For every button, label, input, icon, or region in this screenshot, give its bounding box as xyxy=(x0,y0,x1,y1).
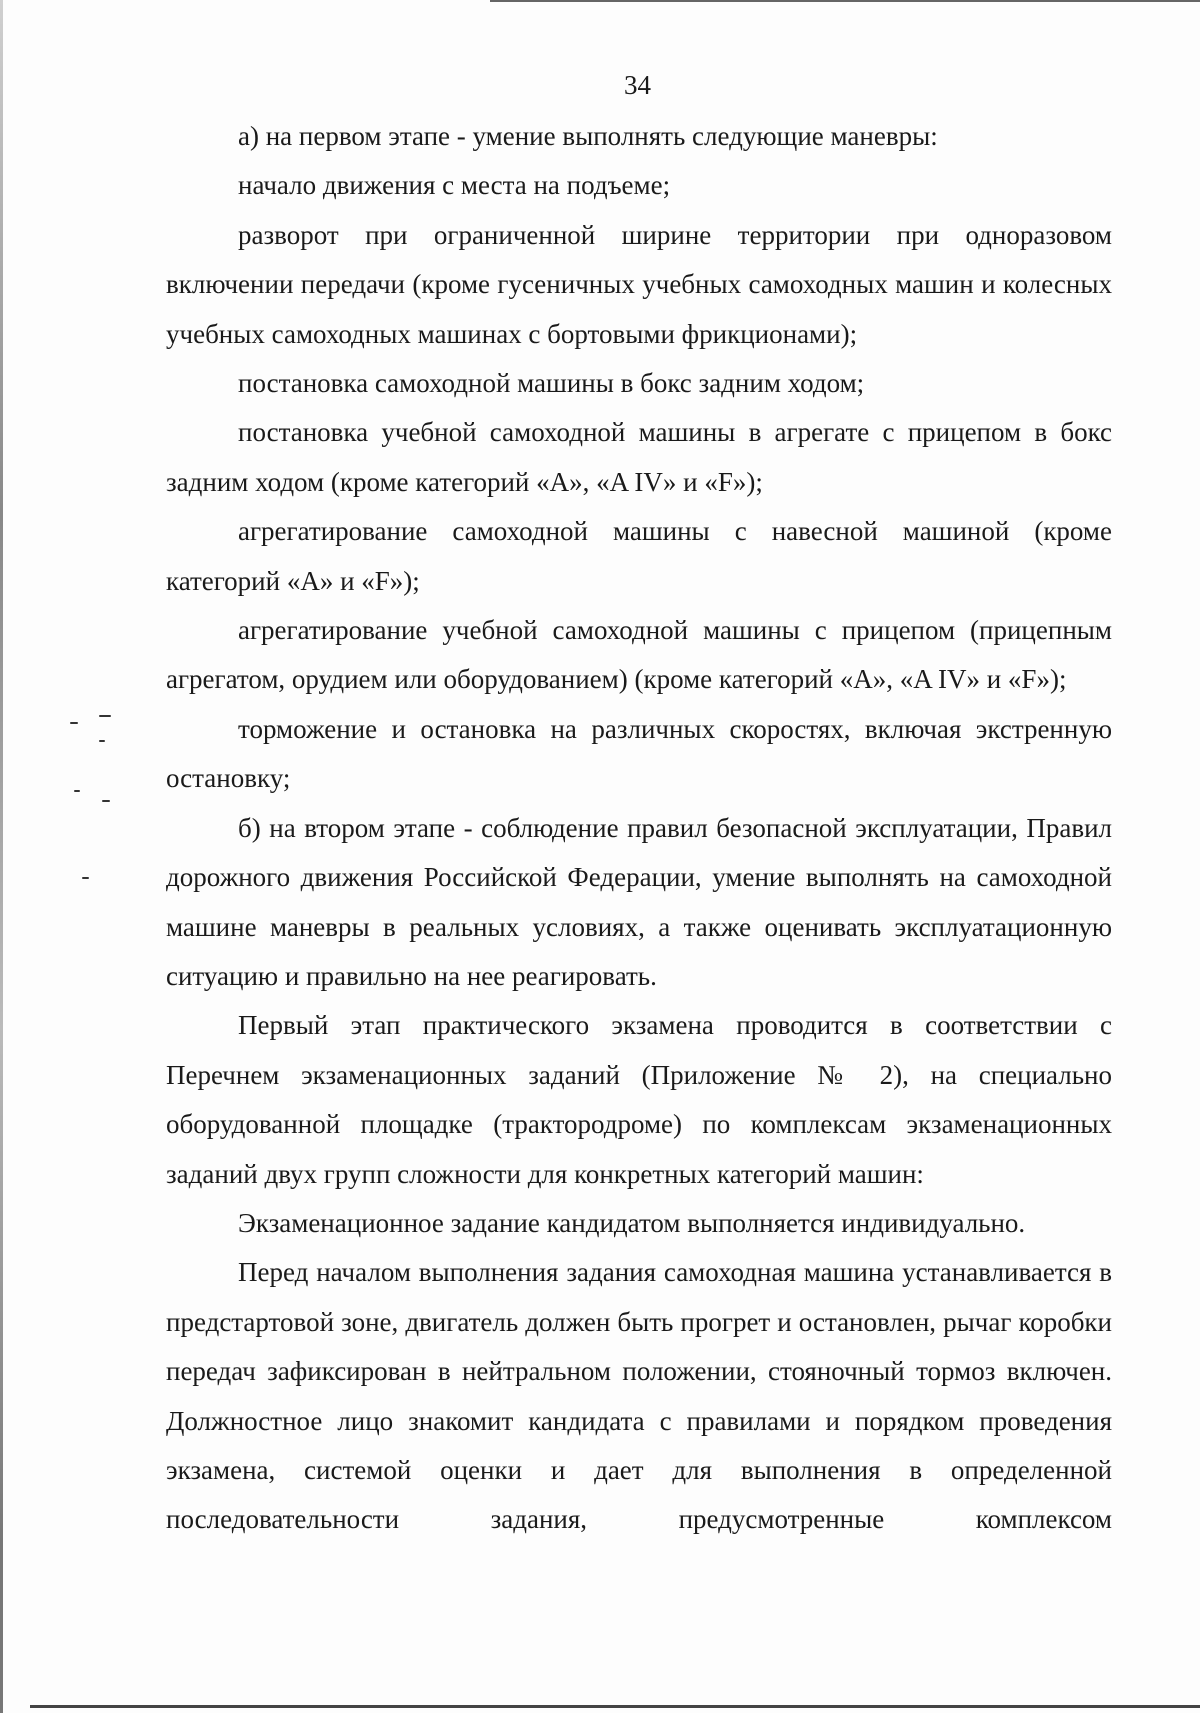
scan-speck xyxy=(99,715,111,717)
paragraph: Экзаменационное задание кандидатом выполняется индивидуально. xyxy=(238,1207,1026,1238)
paragraph: Перед началом выполнения задания самоходная машина устанавливается в предстартовой зоне, двигатель должен быть прогрет и остановлен, рычаг коробки передач зафиксирован в нейтральном положении, стояночный тормоз включен. Должностное лицо знакомит кандидата с правилами и порядком проведения экзамена, системой оценки и дает для выполнения в определенной последовательности задания, предусмотренные комплексом xyxy=(166,1257,1112,1535)
paragraph: постановка учебной самоходной машины в агрегате с прицепом в бокс задним ходом (кроме категорий «А», «A IV» и «F»); xyxy=(166,417,1112,497)
paragraph: торможение и остановка на различных скоростях, включая экстренную остановку; xyxy=(166,713,1112,794)
paragraph: разворот при ограниченной ширине территории при одноразовом включении передачи (кроме гусеничных учебных самоходных машин и колесных учебных самоходных машинах с бортовыми фрикционами); xyxy=(166,219,1112,349)
scan-edge-top xyxy=(490,0,1200,2)
scan-speck xyxy=(82,877,89,879)
scan-edge-bottom xyxy=(30,1705,1200,1708)
paragraph: агрегатирование самоходной машины с навесной машиной (кроме категорий «А» и «F»); xyxy=(166,516,1112,596)
paragraph: Первый этап практического экзамена проводится в соответствии с Перечнем экзаменационных заданий (Приложение № 2), на специально оборудованной площадке (трактородроме) по комплексам экзаменационных заданий двух групп сложности для конкретных категорий машин: xyxy=(166,1010,1112,1189)
paragraph: начало движения с места на подъеме; xyxy=(238,170,671,201)
scan-speck xyxy=(74,790,80,792)
paragraph: б) на втором этапе - соблюдение правил безопасной эксплуатации, Правил дорожного движения Российской Федерации, умение выполнять на самоходной машине маневры в реальных условиях, а также оценивать эксплуатационную ситуацию и правильно на нее реагировать. xyxy=(166,812,1112,991)
page-number: 34 xyxy=(624,70,651,100)
body-text xyxy=(166,112,1112,1545)
paragraph: а) на первом этапе - умение выполнять следующие маневры: xyxy=(238,121,938,151)
scan-speck xyxy=(102,800,110,802)
paragraph: агрегатирование учебной самоходной машины с прицепом (прицепным агрегатом, орудием или оборудованием) (кроме категорий «А», «A IV» и «F»); xyxy=(166,615,1112,695)
scan-speck xyxy=(99,740,105,742)
scan-speck xyxy=(70,722,78,724)
paragraph: постановка самоходной машины в бокс задним ходом; xyxy=(238,368,865,399)
scan-edge-left xyxy=(0,0,3,1713)
